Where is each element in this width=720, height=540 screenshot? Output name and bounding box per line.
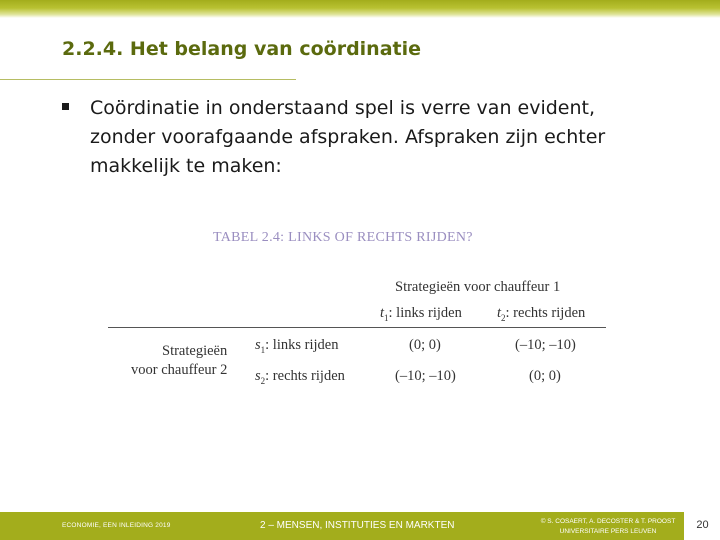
square-bullet-icon xyxy=(62,103,69,110)
row-header-2 xyxy=(255,368,345,386)
footer-publisher: UNIVERSITAIRE PERS LEUVEN xyxy=(559,528,657,535)
payoff-cell: (–10; –10) xyxy=(515,337,576,353)
column-group-header: Strategieën voor chauffeur 1 xyxy=(395,279,561,295)
title-divider xyxy=(0,79,296,80)
table-title: TABEL 2.4: LINKS OF RECHTS RIJDEN? xyxy=(213,230,473,245)
strategy-subscript: 1 xyxy=(260,344,266,355)
column-label: : rechts rijden xyxy=(505,305,586,321)
payoff-cell: (–10; –10) xyxy=(395,368,456,384)
strategy-subscript: 2 xyxy=(501,312,506,323)
footer-chapter: 2 – MENSEN, INSTITUTIES EN MARKTEN xyxy=(260,520,455,531)
page-number-box xyxy=(683,512,720,540)
strategy-subscript: 1 xyxy=(384,312,389,323)
row-header-1 xyxy=(255,337,338,355)
table-divider xyxy=(108,327,606,328)
strategy-symbol: s xyxy=(255,337,261,353)
column-label: : links rijden xyxy=(388,305,462,321)
strategy-subscript: 2 xyxy=(260,375,266,386)
strategy-symbol: t xyxy=(497,305,502,321)
column-header-1 xyxy=(380,305,462,323)
footer-bar xyxy=(0,512,720,540)
row-group-header-line1: Strategieën xyxy=(162,343,228,359)
row-label: : rechts rijden xyxy=(265,368,345,384)
row-label: : links rijden xyxy=(265,337,339,353)
slide-title: 2.2.4. Het belang van coördinatie xyxy=(62,38,422,60)
payoff-cell: (0; 0) xyxy=(529,368,561,384)
page-number: 20 xyxy=(696,519,709,531)
top-accent-bar xyxy=(0,0,720,18)
footer-course: ECONOMIE, EEN INLEIDING 2019 xyxy=(62,522,171,529)
column-header-2 xyxy=(497,305,585,323)
footer-copyright xyxy=(520,517,696,537)
payoff-cell: (0; 0) xyxy=(409,337,441,353)
bullet-text: Coördinatie in onderstaand spel is verre van evident, zonder voorafgaande afspraken. Afspraken zijn echter makkelijk te maken: xyxy=(90,97,606,177)
row-group-header-line2: voor chauffeur 2 xyxy=(131,362,228,378)
footer-authors: © S. COSAERT, A. DECOSTER & T. PROOST xyxy=(540,518,676,525)
strategy-symbol: s xyxy=(255,368,261,384)
strategy-symbol: t xyxy=(380,305,385,321)
